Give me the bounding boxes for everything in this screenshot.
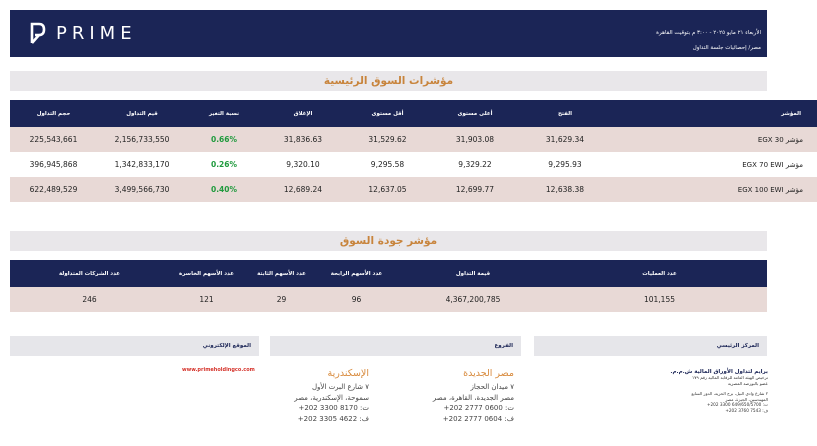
open-value: 12,638.38: [520, 177, 610, 202]
close-value: 9,320.10: [286, 160, 320, 169]
address-line: ٧ شارع البرت الأول: [311, 383, 369, 391]
trading-value: 3,499,566,730: [97, 177, 187, 202]
index-name: مؤشر EGX 70 EWI: [742, 160, 803, 169]
trading-value: 4,367,200,785: [394, 287, 552, 312]
headquarters-info: [608, 369, 768, 413]
unchanged-count: 29: [244, 287, 319, 312]
phone-line: ت: 0600 2777 202+: [443, 404, 514, 412]
main-indices-table: [10, 100, 817, 202]
index-name: مؤشر EGX 100 EWI: [610, 177, 817, 202]
trading-volume: 622,489,529: [10, 177, 97, 202]
branch-city-alexandria: الإسكندرية: [327, 368, 369, 379]
change-value: 0.66%: [187, 127, 261, 152]
close-value: 31,836.63: [261, 127, 345, 152]
col-header: الإغلاق: [261, 100, 345, 127]
high-value: 12,699.77: [430, 177, 520, 202]
branch-address-heliopolis: [433, 382, 514, 424]
branches-label: الفروع: [270, 336, 521, 356]
trading-volume: 225,543,661: [10, 127, 97, 152]
col-header: الفتح: [520, 100, 610, 127]
low-value: 9,295.58: [370, 160, 405, 169]
fax-line: ف: 4622 3305 202+: [297, 414, 369, 423]
branch-city-heliopolis: مصر الجديدة: [463, 368, 514, 379]
col-header: عدد الأسهم الثابتة: [244, 260, 319, 287]
trading-value: 1,342,833,170: [114, 160, 170, 169]
membership-line: عضو بالبورصة المصرية: [727, 380, 768, 386]
col-header: أعلى مستوى: [430, 100, 520, 127]
address-line: ٢ شارع وادي النيل، برج الحرية، الدور السابع: [691, 391, 768, 396]
col-header: نسبة التغير: [187, 100, 261, 127]
report-date: الأربعاء ٢١ مايو ٢٠٢٥ - ٣:٠٠ م بتوقيت القاهرة: [656, 30, 761, 36]
market-quality-table: [10, 260, 767, 312]
high-value: 31,903.08: [430, 127, 520, 152]
address-line: مصر الجديدة، القاهرة، مصر: [432, 393, 514, 402]
phone-line: ت: 8170 3300 202+: [298, 404, 369, 412]
address-line: المهندسين، الجيزة، مصر: [725, 396, 768, 402]
table-header-row: [10, 260, 767, 287]
trading-value: 2,156,733,550: [97, 127, 187, 152]
col-header: أقل مستوى: [345, 100, 430, 127]
open-value: 31,629.34: [520, 127, 610, 152]
phone-line: ت: 649/650/5700 3300 202+: [706, 402, 768, 407]
col-header: عدد الأسهم الخاسرة: [169, 260, 244, 287]
main-indices-title: مؤشرات السوق الرئيسية: [10, 71, 767, 91]
brand-name: PRIME: [56, 22, 137, 44]
trading-volume: 396,945,868: [29, 160, 78, 169]
brand-logo: [30, 20, 137, 46]
report-header: [10, 10, 767, 57]
branch-address-alexandria: [294, 382, 369, 424]
col-header: عدد العمليات: [552, 260, 767, 287]
fax-line: ف: 7543 3760 202+: [725, 407, 768, 413]
market-quality-title: مؤشر جودة السوق: [10, 231, 767, 251]
address-line: ٧ ميدان الحجاز: [470, 383, 514, 391]
open-value: 9,295.93: [548, 160, 582, 169]
low-value: 31,529.62: [345, 127, 430, 152]
company-name: برايم لتداول الأوراق المالية ش.م.م.: [670, 369, 768, 375]
gainers-count: 96: [319, 287, 394, 312]
report-subtitle: مصر/ إحصائيات جلسة التداول: [692, 45, 761, 51]
hq-label: المركز الرئيسي: [534, 336, 767, 356]
license-line: ترخيص الهيئة العامة للرقابة المالية رقم ١٧٩: [692, 375, 768, 380]
col-header: المؤشر: [610, 100, 817, 127]
col-header: عدد الشركات المتداولة: [10, 260, 169, 287]
col-header: قيمة التداول: [394, 260, 552, 287]
traded-companies-count: 246: [10, 287, 169, 312]
table-row: [10, 287, 767, 312]
col-header: عدد الأسهم الرابحة: [319, 260, 394, 287]
website-link[interactable]: www.primeholdingco.com: [182, 367, 255, 373]
col-header: حجم التداول: [10, 100, 97, 127]
index-name: مؤشر EGX 30: [610, 127, 817, 152]
change-value: 0.40%: [187, 177, 261, 202]
table-row: [10, 127, 817, 152]
prime-logo-icon: [30, 22, 46, 44]
losers-count: 121: [169, 287, 244, 312]
website-label: الموقع الإلكتروني: [10, 336, 259, 356]
table-row: [10, 152, 817, 177]
fax-line: ف: 0604 2777 202+: [442, 414, 514, 423]
high-value: 9,329.22: [458, 160, 492, 169]
low-value: 12,637.05: [345, 177, 430, 202]
change-value: 0.26%: [210, 160, 238, 169]
table-header-row: [10, 100, 817, 127]
address-line: سموحة، الإسكندرية، مصر: [294, 393, 369, 402]
col-header: قيم التداول: [97, 100, 187, 127]
table-row: [10, 177, 817, 202]
close-value: 12,689.24: [261, 177, 345, 202]
transactions-count: 101,155: [552, 287, 767, 312]
